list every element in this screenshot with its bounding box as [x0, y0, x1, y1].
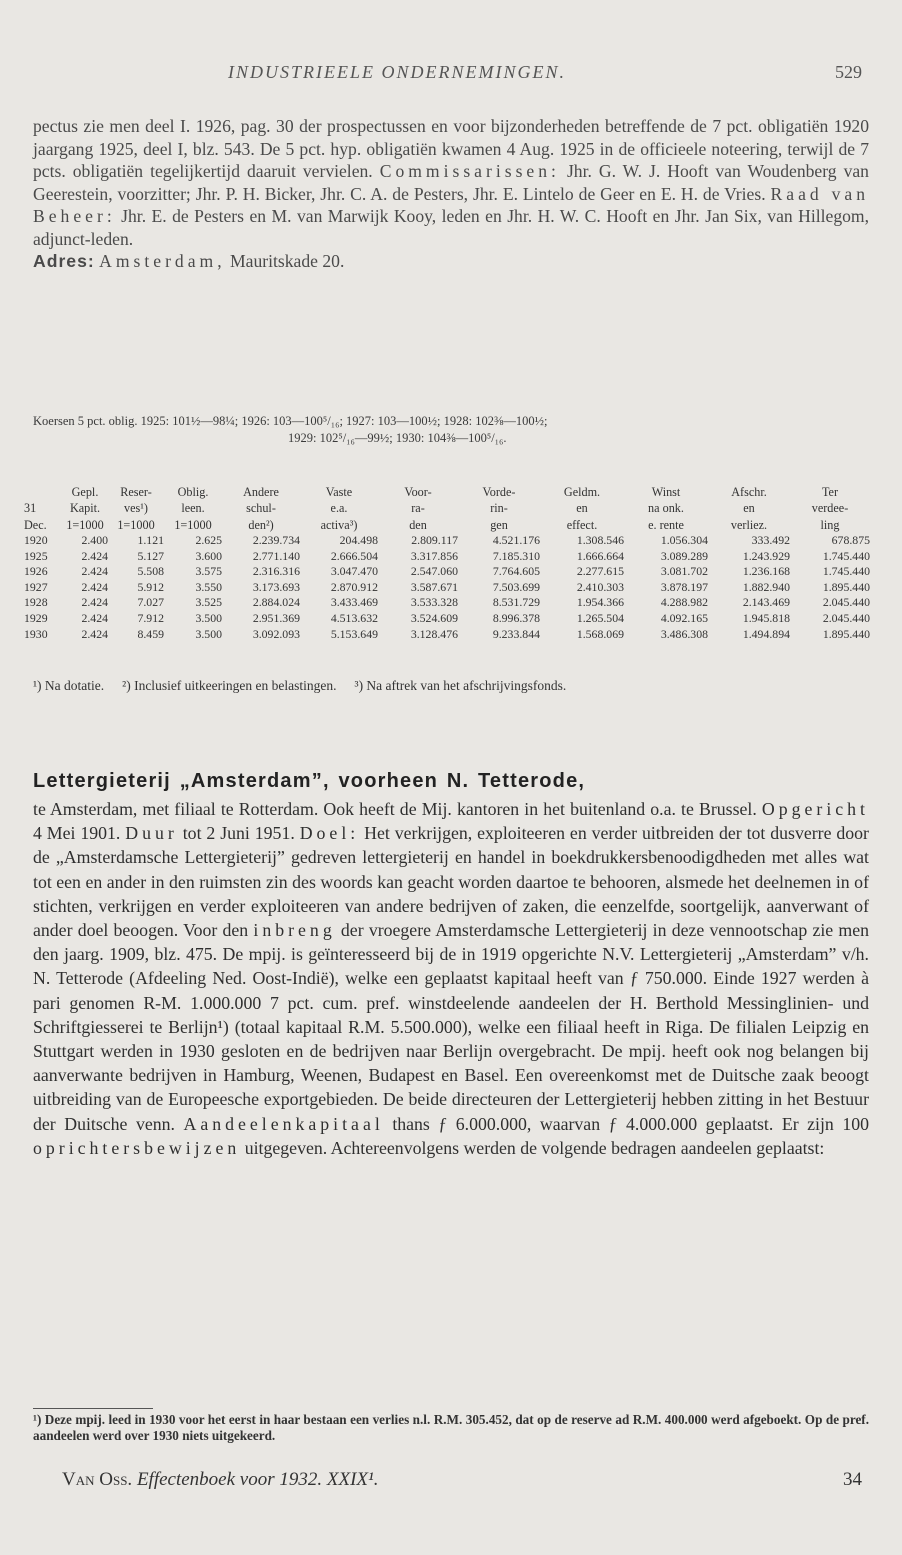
table-cell: Dec.: [24, 517, 47, 532]
table-row: [24, 533, 870, 549]
table-cell: 1.243.929: [742, 548, 790, 563]
table-cell: 3.089.289: [660, 548, 708, 563]
table-cell: 1.056.304: [660, 533, 708, 548]
table-cell: 1.265.504: [576, 611, 624, 626]
table-cell: 678.875: [831, 533, 870, 548]
table-cell: 9.233.844: [492, 626, 540, 641]
table-cell: 2.400: [81, 533, 108, 548]
table-header-row: [24, 483, 870, 500]
table-cell: 2.951.369: [252, 611, 300, 626]
adres-label: Adres:: [33, 251, 95, 271]
opgericht-label: Opgericht: [761, 799, 869, 819]
table-cell: 7.027: [137, 595, 164, 610]
inbreng-label: inbreng: [253, 920, 336, 941]
company-details-paragraph: [33, 115, 869, 273]
text-run: 4 Mei 1901.: [33, 823, 126, 844]
table-cell: 2.045.440: [822, 611, 870, 626]
table-cell: 2.771.140: [252, 548, 300, 563]
table-cell: 3.550: [195, 579, 222, 594]
oprichtersbewijzen-label: oprichtersbewijzen: [33, 1137, 241, 1158]
text-run: pectus zie men deel I. 1926, pag. 30 der prospectussen en voor bijzonderheden betreffende de 7 pct. obligatiën 1920 jaargang 1925, deel I, blz. 543. De 5 pct. hyp. obligatiën kwamen 4 Aug. 1925 in de officieele noteering, terwijl de 7 pcts. obligatiën tegelijkertijd daaruit vervielen.: [33, 116, 869, 181]
table-cell: 3.081.702: [660, 564, 708, 579]
table-cell: 3.128.476: [410, 626, 458, 641]
table-cell: 1925: [24, 548, 48, 563]
table-cell: en: [743, 501, 755, 515]
table-cell: Oblig.: [177, 484, 209, 499]
text-run: uitgegeven. Achtereenvolgens werden de volgende bedragen aandeelen geplaatst:: [240, 1137, 825, 1158]
table-cell: Voor-: [404, 484, 432, 499]
table-cell: Gepl.: [71, 484, 99, 499]
text-run: Het verkrijgen, exploiteeren en verder uitbreiden der tot dusverre door de „Amsterdamsche Lettergieterij” gedreven lettergieterij en handel in boekdrukkersbenoodigdheden met alles wat tot een en ander in den ruimsten zin des woords kan geacht worden daartoe te behooren, alsmede het deelnemen in of stichten, verkrijgen en verder exploiteeren van andere bedrijven of zaken, die eenzelfde, soortgelijk, aanverwant of ander doel beoogen. Voor den: [33, 823, 869, 941]
text-run: Jhr. E. de Pesters en M. van Marwijk Kooy, leden en Jhr. H. W. C. Hooft en Jhr. Jan Six, van Hillegom, adjunct-leden.: [33, 206, 869, 249]
table-row: [24, 595, 870, 611]
table-cell: 7.503.699: [492, 579, 540, 594]
table-cell: 3.533.328: [410, 595, 458, 610]
table-cell: 3.500: [195, 626, 222, 641]
page-number: 529: [835, 62, 862, 82]
table-cell: 2.884.024: [252, 595, 300, 610]
table-cell: 1927: [24, 579, 48, 594]
financial-table: [24, 483, 870, 642]
table-cell: 4.288.982: [660, 595, 708, 610]
text-run: Jhr. G. W. J. Hooft van Woudenberg van Geerestein, voorzitter; Jhr. P. H. Bicker, Jhr. C. A. de Pesters, Jhr. E. Lintelo de Geer en E. H. de Vries.: [33, 161, 869, 204]
table-cell: activa³): [320, 517, 358, 532]
table-cell: Ter: [821, 484, 839, 499]
table-cell: 1.236.168: [742, 564, 790, 579]
table-cell: 204.498: [339, 533, 378, 548]
table-cell: en: [576, 501, 588, 515]
duur-label: Duur: [125, 823, 178, 844]
table-cell: 1.308.546: [576, 533, 624, 548]
table-cell: 1=1000: [174, 517, 212, 532]
table-cell: 2.045.440: [822, 595, 870, 610]
footer-volume: XXIX¹.: [326, 1469, 379, 1490]
table-cell: verliez.: [730, 517, 768, 532]
table-cell: den²): [248, 517, 274, 532]
table-cell: 3.047.470: [330, 564, 378, 579]
table-cell: effect.: [566, 517, 598, 532]
table-cell: 3.486.308: [660, 626, 708, 641]
table-cell: 2.143.469: [742, 595, 790, 610]
table-cell: ra-: [411, 501, 425, 515]
table-cell: 1.895.440: [822, 579, 870, 594]
table-cell: 2.424: [81, 611, 108, 626]
table-cell: 8.459: [137, 626, 164, 641]
table-cell: 3.173.693: [252, 579, 300, 594]
koersen-block: [33, 413, 869, 447]
table-cell: 2.809.117: [411, 533, 458, 548]
table-row: [24, 579, 870, 595]
table-cell: 3.092.093: [252, 626, 300, 641]
company-heading: Lettergieterij „Amsterdam”, voorheen N. Tetterode,: [33, 770, 586, 792]
table-cell: Winst: [651, 484, 681, 499]
footer-publisher: Van Oss.: [62, 1469, 133, 1490]
table-cell: 2.870.912: [330, 579, 378, 594]
table-cell: 1.945.818: [742, 611, 790, 626]
text-run: te Amsterdam, met filiaal te Rotterdam. Ook heeft de Mij. kantoren in het buitenland o.a. te Brussel.: [33, 799, 762, 819]
text-run: thans ƒ 6.000.000, waarvan ƒ 4.000.000 geplaatst. Er zijn 100: [383, 1113, 869, 1134]
table-cell: Reser-: [120, 484, 152, 499]
table-cell: 5.127: [137, 548, 164, 563]
table-cell: ling: [820, 517, 840, 532]
table-cell: 3.878.197: [660, 579, 708, 594]
table-row: [24, 626, 870, 642]
table-cell: e.a.: [330, 501, 348, 515]
table-cell: 7.912: [137, 611, 164, 626]
table-cell: verdee-: [811, 501, 849, 515]
footnote-3: ³) Na aftrek van het afschrijvingsfonds.: [354, 678, 567, 693]
table-row: [24, 548, 870, 564]
table-cell: 1.568.069: [576, 626, 624, 641]
table-cell: 1=1000: [117, 517, 155, 532]
table-cell: 31: [24, 501, 37, 515]
table-row: [24, 564, 870, 580]
table-cell: 2.424: [81, 564, 108, 579]
table-cell: 7.764.605: [492, 564, 540, 579]
table-cell: Andere: [243, 484, 279, 499]
table-cell: 1.895.440: [822, 626, 870, 641]
footnote-2: ²) Inclusief uitkeeringen en belastingen.: [122, 678, 337, 693]
table-cell: 1.745.440: [822, 548, 870, 563]
table-cell: 3.600: [195, 548, 222, 563]
table-cell: [24, 483, 62, 500]
doel-label: Doel:: [299, 823, 360, 844]
adres-street: Mauritskade 20.: [225, 251, 345, 271]
table-cell: 1.121: [137, 533, 164, 548]
table-cell: 2.424: [81, 579, 108, 594]
table-cell: 2.424: [81, 548, 108, 563]
text-run: der vroegere Amsterdamsche Lettergieterij in deze vennootschap zie men den jaarg. 1909, blz. 475. De mpij. is geïnteresseerd bij de in 1919 opgerichte N.V. Lettergieterij „Amsterdam” v/h. N. Tetterode (Afdeeling Ned. Oost-Indië), welke een geplaatst kapitaal heeft van ƒ 750.000. Einde 1927 werden à pari genomen R-M. 1.000.000 7 pct. cum. pref. winstdeelende aandeelen der H. Berthold Messinglinien- und Schriftgiesserei te Berlijn¹) (totaal kapitaal R.M. 5.500.000), welke een filiaal heeft in Riga. De filialen Leipzig en Stuttgart werden in 1930 gesloten en de bedrijven naar Berlijn overgebracht. De mpij. heeft ook nog belangen bij aanverwante bedrijven in Hamburg, Weenen, Budapest en Basel. Een overeenkomst met de Duitsche zaak beoogt uitbreiding van de Europeesche exportgebieden. De beide directeuren der Lettergieterij hebben zitting in het Bestuur der Duitsche venn.: [33, 920, 869, 1134]
table-cell: 2.547.060: [410, 564, 458, 579]
table-cell: 333.492: [751, 533, 790, 548]
table-cell: 5.912: [137, 579, 164, 594]
table-cell: 8.531.729: [492, 595, 540, 610]
table-cell: 4.521.176: [492, 533, 540, 548]
page-footnote: ¹) Deze mpij. leed in 1930 voor het eerst in haar bestaan een verlies n.l. R.M. 305.452, dat op de reserve ad R.M. 400.000 werd afgeboekt. Op de pref. aandeelen werd over 1930 niets uitgekeerd.: [33, 1412, 869, 1443]
table-cell: 7.185.310: [492, 548, 540, 563]
table-cell: Vaste: [325, 484, 353, 499]
table-cell: Vorde-: [482, 484, 516, 499]
table-cell: 2.277.615: [576, 564, 624, 579]
table-cell: Afschr.: [731, 484, 767, 499]
table-cell: 5.508: [137, 564, 164, 579]
table-cell: Geldm.: [563, 484, 601, 499]
table-cell: 1929: [24, 611, 48, 626]
lettergieterij-paragraph: [33, 797, 869, 1160]
text-run: tot 2 Juni 1951.: [177, 823, 300, 844]
table-cell: 1928: [24, 595, 48, 610]
table-cell: e. rente: [648, 517, 684, 532]
table-cell: 3.524.609: [410, 611, 458, 626]
table-cell: schul-: [246, 501, 276, 515]
table-cell: 4.513.632: [330, 611, 378, 626]
table-cell: Kapit.: [69, 501, 101, 515]
footnote-rule: [33, 1408, 153, 1409]
table-cell: 1920: [24, 533, 48, 548]
koersen-line-2: 1929: 102⁵/₁₆—99½; 1930: 104⅜—100⁵/₁₆.: [288, 431, 507, 445]
table-cell: gen: [490, 517, 508, 532]
table-cell: 2.625: [195, 533, 222, 548]
koersen-line-1: Koersen 5 pct. oblig. 1925: 101½—98¼; 1926: 103—100⁵/₁₆; 1927: 103—100½; 1928: 102⅜—100½;: [33, 414, 548, 428]
table-cell: 5.153.649: [330, 626, 378, 641]
table-cell: 1=1000: [66, 517, 104, 532]
footer-sheet-number: 34: [843, 1469, 862, 1490]
table-cell: 3.317.856: [410, 548, 458, 563]
table-cell: 2.239.734: [252, 533, 300, 548]
table-cell: 2.410.303: [576, 579, 624, 594]
table-footnotes: [33, 678, 869, 694]
table-cell: 1.494.894: [742, 626, 790, 641]
aandeelenkapitaal-label: Aandeelenkapitaal: [183, 1113, 384, 1134]
table-cell: 3.500: [195, 611, 222, 626]
table-cell: 4.092.165: [660, 611, 708, 626]
running-head-title: INDUSTRIEELE ONDERNEMINGEN.: [228, 62, 566, 82]
table-cell: 1.954.366: [576, 595, 624, 610]
table-header-row: [24, 516, 870, 533]
raad-van-beheer-label: Raad van Beheer:: [33, 183, 870, 226]
table-cell: 1930: [24, 626, 48, 641]
table-cell: 1.745.440: [822, 564, 870, 579]
table-cell: den: [409, 517, 427, 532]
table-cell: 3.525: [195, 595, 222, 610]
table-cell: 1.666.664: [576, 548, 624, 563]
table-cell: 1926: [24, 564, 48, 579]
table-row: [24, 610, 870, 626]
table-cell: rin-: [490, 501, 508, 515]
table-cell: 3.587.671: [410, 579, 458, 594]
footer-title: Effectenboek voor 1932.: [136, 1469, 323, 1490]
footer-source: [62, 1469, 378, 1491]
table-cell: 3.433.469: [330, 595, 378, 610]
table-cell: 2.666.504: [330, 548, 378, 563]
table-cell: 1.882.940: [742, 579, 790, 594]
table-cell: 2.424: [81, 595, 108, 610]
table-header-row: [24, 500, 870, 517]
commissarissen-label: Commissarissen:: [379, 161, 560, 181]
running-head: [0, 62, 902, 88]
table-cell: 3.575: [195, 564, 222, 579]
adres-city: Amsterdam,: [99, 251, 226, 271]
table-cell: ves¹): [124, 501, 148, 515]
table-cell: na onk.: [648, 501, 684, 515]
table-cell: leen.: [181, 501, 205, 515]
table-cell: 8.996.378: [492, 611, 540, 626]
table-cell: 2.424: [81, 626, 108, 641]
table-cell: 2.316.316: [252, 564, 300, 579]
footnote-1: ¹) Na dotatie.: [33, 678, 105, 693]
